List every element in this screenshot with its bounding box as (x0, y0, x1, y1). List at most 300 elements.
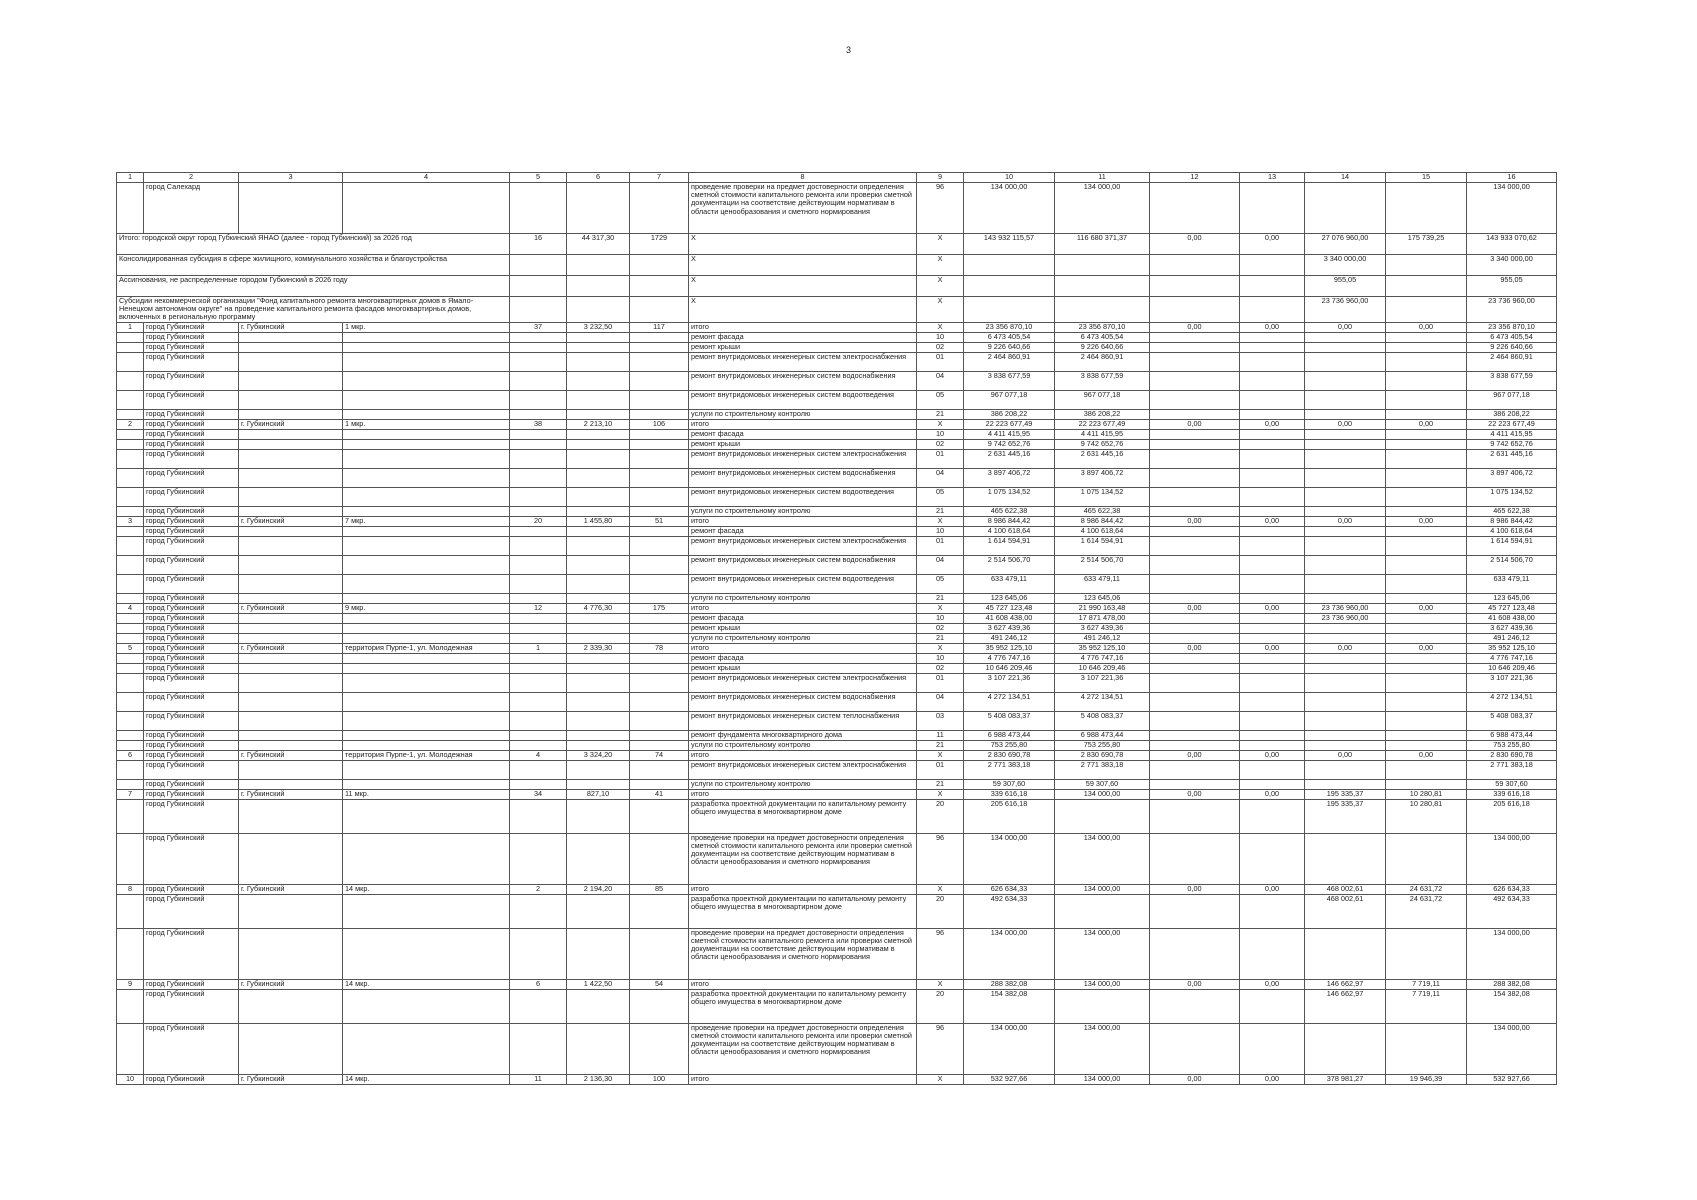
house-number-cell (510, 593, 567, 603)
area-cell (567, 692, 630, 711)
col-13-cell (1240, 574, 1305, 593)
col-13-cell (1240, 894, 1305, 928)
residents-cell (630, 468, 689, 487)
col-12-cell: 0,00 (1150, 234, 1240, 255)
address-cell (343, 342, 510, 352)
row-number-cell: 4 (117, 603, 144, 613)
settlement-cell (239, 711, 343, 730)
house-number-cell (510, 760, 567, 779)
work-code-cell: 05 (917, 487, 964, 506)
work-code-cell: 05 (917, 574, 964, 593)
work-type-cell: услуги по строительному контролю (689, 779, 917, 789)
row-number-cell: 8 (117, 884, 144, 894)
column-number-14: 14 (1305, 173, 1386, 183)
total-cost-cell: 753 255,80 (964, 740, 1055, 750)
col-16-cell: 1 614 594,91 (1467, 536, 1557, 555)
col-12-cell (1150, 297, 1240, 323)
work-code-cell: 02 (917, 342, 964, 352)
area-cell (567, 468, 630, 487)
municipality-cell: город Губкинский (144, 352, 239, 371)
area-cell (567, 390, 630, 409)
total-cost-cell: 465 622,38 (964, 506, 1055, 516)
table-row (117, 1023, 1557, 1074)
col-14-cell (1305, 633, 1386, 643)
work-code-cell: 02 (917, 663, 964, 673)
total-cost-cell: 4 272 134,51 (964, 692, 1055, 711)
table-row (117, 352, 1557, 371)
col-12-cell (1150, 536, 1240, 555)
col-13-cell (1240, 409, 1305, 419)
col-16-cell: 955,05 (1467, 276, 1557, 297)
area-cell: 2 194,20 (567, 884, 630, 894)
residents-cell: 51 (630, 516, 689, 526)
col-13-cell (1240, 555, 1305, 574)
work-code-cell: 20 (917, 894, 964, 928)
house-number-cell (510, 487, 567, 506)
work-code-cell: X (917, 276, 964, 297)
residents-cell (630, 183, 689, 234)
col-13-cell (1240, 633, 1305, 643)
work-code-cell: 21 (917, 506, 964, 516)
row-number-cell: 10 (117, 1074, 144, 1084)
work-code-cell: 21 (917, 779, 964, 789)
house-number-cell (510, 183, 567, 234)
work-type-cell: проведение проверки на предмет достоверности определения сметной стоимости капитального ремонта или проверки сметной документации на соответствие действующим нормативам в области ценообразования и сметного нормирования (689, 1023, 917, 1074)
house-number-cell (510, 623, 567, 633)
col-12-cell (1150, 673, 1240, 692)
row-number-cell: 5 (117, 643, 144, 653)
col-15-cell (1386, 833, 1467, 884)
col-12-cell (1150, 1023, 1240, 1074)
address-cell (343, 536, 510, 555)
total-cost-cell: 1 075 134,52 (964, 487, 1055, 506)
col-14-cell (1305, 555, 1386, 574)
work-type-cell: итого (689, 643, 917, 653)
settlement-cell (239, 779, 343, 789)
col-15-cell (1386, 555, 1467, 574)
area-cell (567, 574, 630, 593)
table-row (117, 643, 1557, 653)
col-16-cell: 9 226 640,66 (1467, 342, 1557, 352)
col-11-cell (1055, 989, 1150, 1023)
house-number-cell (510, 297, 567, 323)
house-number-cell: 38 (510, 419, 567, 429)
col-14-cell (1305, 833, 1386, 884)
col-16-cell: 626 634,33 (1467, 884, 1557, 894)
col-14-cell: 0,00 (1305, 322, 1386, 332)
address-cell (343, 989, 510, 1023)
municipality-cell: город Губкинский (144, 409, 239, 419)
residents-cell (630, 740, 689, 750)
house-number-cell (510, 536, 567, 555)
address-cell (343, 692, 510, 711)
area-cell (567, 276, 630, 297)
municipality-cell: город Губкинский (144, 789, 239, 799)
settlement-cell (239, 429, 343, 439)
table-row (117, 342, 1557, 352)
work-code-cell: X (917, 1074, 964, 1084)
house-number-cell (510, 352, 567, 371)
col-13-cell (1240, 833, 1305, 884)
total-cost-cell: 626 634,33 (964, 884, 1055, 894)
col-12-cell (1150, 833, 1240, 884)
total-cost-cell: 4 776 747,16 (964, 653, 1055, 663)
row-number-cell (117, 799, 144, 833)
col-11-cell: 1 614 594,91 (1055, 536, 1150, 555)
residents-cell (630, 487, 689, 506)
area-cell (567, 352, 630, 371)
row-number-cell: 1 (117, 322, 144, 332)
col-15-cell: 7 719,11 (1386, 989, 1467, 1023)
work-code-cell: 05 (917, 390, 964, 409)
area-cell (567, 183, 630, 234)
table-row (117, 633, 1557, 643)
house-number-cell (510, 468, 567, 487)
summary-label: Субсидии некоммерческой организации "Фонд капитального ремонта многоквартирных домов в Ямало-Ненецком автономном округе" на проведение капитального ремонта фасадов многоквартирных домов, включенных в региональную программу (117, 297, 510, 323)
total-cost-cell: 1 614 594,91 (964, 536, 1055, 555)
work-type-cell: услуги по строительному контролю (689, 633, 917, 643)
row-number-cell (117, 623, 144, 633)
col-16-cell: 753 255,80 (1467, 740, 1557, 750)
summary-label: Итого: городской округ город Губкинский ЯНАО (далее - город Губкинский) за 2026 год (117, 234, 510, 255)
settlement-cell (239, 526, 343, 536)
total-cost-cell: 134 000,00 (964, 1023, 1055, 1074)
col-15-cell (1386, 711, 1467, 730)
residents-cell (630, 409, 689, 419)
col-16-cell: 6 988 473,44 (1467, 730, 1557, 740)
row-number-cell (117, 342, 144, 352)
col-11-cell (1055, 894, 1150, 928)
total-cost-cell: 2 631 445,16 (964, 449, 1055, 468)
residents-cell (630, 297, 689, 323)
work-type-cell: X (689, 276, 917, 297)
table-row (117, 789, 1557, 799)
col-15-cell (1386, 390, 1467, 409)
col-11-cell (1055, 297, 1150, 323)
work-type-cell: услуги по строительному контролю (689, 506, 917, 516)
work-code-cell: 11 (917, 730, 964, 740)
col-15-cell: 0,00 (1386, 322, 1467, 332)
col-15-cell: 0,00 (1386, 603, 1467, 613)
area-cell (567, 663, 630, 673)
col-11-cell: 2 830 690,78 (1055, 750, 1150, 760)
col-15-cell: 0,00 (1386, 750, 1467, 760)
work-type-cell: итого (689, 419, 917, 429)
area-cell (567, 487, 630, 506)
address-cell: 11 мкр. (343, 789, 510, 799)
work-type-cell: итого (689, 789, 917, 799)
column-number-10: 10 (964, 173, 1055, 183)
col-12-cell (1150, 928, 1240, 979)
work-code-cell: 02 (917, 439, 964, 449)
municipality-cell: город Губкинский (144, 526, 239, 536)
work-code-cell: 01 (917, 536, 964, 555)
total-cost-cell: 9 226 640,66 (964, 342, 1055, 352)
row-number-cell (117, 653, 144, 663)
row-number-cell: 9 (117, 979, 144, 989)
residents-cell (630, 799, 689, 833)
table-row (117, 468, 1557, 487)
municipality-cell: город Губкинский (144, 555, 239, 574)
work-code-cell: 01 (917, 449, 964, 468)
area-cell (567, 760, 630, 779)
municipality-cell: город Губкинский (144, 593, 239, 603)
settlement-cell (239, 663, 343, 673)
col-15-cell (1386, 623, 1467, 633)
table-row (117, 574, 1557, 593)
address-cell (343, 468, 510, 487)
table-row (117, 894, 1557, 928)
row-number-cell (117, 760, 144, 779)
settlement-cell (239, 593, 343, 603)
house-number-cell: 12 (510, 603, 567, 613)
col-12-cell (1150, 255, 1240, 276)
work-code-cell: X (917, 979, 964, 989)
house-number-cell (510, 409, 567, 419)
address-cell (343, 779, 510, 789)
col-13-cell (1240, 779, 1305, 789)
area-cell (567, 409, 630, 419)
col-12-cell (1150, 183, 1240, 234)
residents-cell (630, 506, 689, 516)
house-number-cell: 2 (510, 884, 567, 894)
settlement-cell (239, 760, 343, 779)
column-number-12: 12 (1150, 173, 1240, 183)
area-cell (567, 613, 630, 623)
total-cost-cell: 45 727 123,48 (964, 603, 1055, 613)
address-cell (343, 352, 510, 371)
settlement-cell (239, 653, 343, 663)
area-cell: 827,10 (567, 789, 630, 799)
area-cell: 4 776,30 (567, 603, 630, 613)
col-12-cell (1150, 711, 1240, 730)
col-16-cell: 35 952 125,10 (1467, 643, 1557, 653)
table-row (117, 779, 1557, 789)
row-number-cell: 2 (117, 419, 144, 429)
table-row (117, 555, 1557, 574)
col-11-cell: 967 077,18 (1055, 390, 1150, 409)
col-15-cell (1386, 352, 1467, 371)
col-16-cell: 4 776 747,16 (1467, 653, 1557, 663)
row-number-cell: 6 (117, 750, 144, 760)
table-row (117, 183, 1557, 234)
col-11-cell: 35 952 125,10 (1055, 643, 1150, 653)
area-cell: 1 422,50 (567, 979, 630, 989)
column-number-4: 4 (343, 173, 510, 183)
col-13-cell (1240, 1023, 1305, 1074)
row-number-cell (117, 526, 144, 536)
col-14-cell (1305, 740, 1386, 750)
total-cost-cell: 2 464 860,91 (964, 352, 1055, 371)
house-number-cell (510, 1023, 567, 1074)
municipality-cell: город Губкинский (144, 623, 239, 633)
column-number-header (117, 173, 1557, 183)
area-cell (567, 429, 630, 439)
work-type-cell: ремонт крыши (689, 663, 917, 673)
residents-cell: 1729 (630, 234, 689, 255)
table-row (117, 371, 1557, 390)
col-11-cell: 123 645,06 (1055, 593, 1150, 603)
col-13-cell (1240, 439, 1305, 449)
col-12-cell (1150, 352, 1240, 371)
row-number-cell (117, 468, 144, 487)
area-cell (567, 799, 630, 833)
area-cell (567, 833, 630, 884)
house-number-cell (510, 332, 567, 342)
total-cost-cell: 3 627 439,36 (964, 623, 1055, 633)
settlement-cell: г. Губкинский (239, 643, 343, 653)
area-cell (567, 673, 630, 692)
house-number-cell (510, 449, 567, 468)
municipality-cell: город Губкинский (144, 979, 239, 989)
total-cost-cell: 143 932 115,57 (964, 234, 1055, 255)
work-type-cell: ремонт внутридомовых инженерных систем теплоснабжения (689, 711, 917, 730)
residents-cell: 106 (630, 419, 689, 429)
total-cost-cell: 2 514 506,70 (964, 555, 1055, 574)
row-number-cell (117, 332, 144, 342)
work-code-cell: 10 (917, 526, 964, 536)
work-type-cell: проведение проверки на предмет достоверности определения сметной стоимости капитального ремонта или проверки сметной документации на соответствие действующим нормативам в области ценообразования и сметного нормирования (689, 928, 917, 979)
col-15-cell: 0,00 (1386, 419, 1467, 429)
col-16-cell: 45 727 123,48 (1467, 603, 1557, 613)
row-number-cell (117, 536, 144, 555)
row-number-cell (117, 613, 144, 623)
col-11-cell: 3 897 406,72 (1055, 468, 1150, 487)
col-14-cell: 23 736 960,00 (1305, 603, 1386, 613)
settlement-cell (239, 692, 343, 711)
col-15-cell (1386, 332, 1467, 342)
col-14-cell: 468 002,61 (1305, 884, 1386, 894)
total-cost-cell: 35 952 125,10 (964, 643, 1055, 653)
col-13-cell: 0,00 (1240, 789, 1305, 799)
col-15-cell (1386, 1023, 1467, 1074)
work-type-cell: ремонт фундамента многоквартирного дома (689, 730, 917, 740)
col-14-cell (1305, 711, 1386, 730)
work-type-cell: разработка проектной документации по капитальному ремонту общего имущества в многоквартирном доме (689, 894, 917, 928)
row-number-cell: 3 (117, 516, 144, 526)
area-cell (567, 740, 630, 750)
table-row (117, 332, 1557, 342)
residents-cell (630, 332, 689, 342)
col-13-cell (1240, 332, 1305, 342)
work-type-cell: итого (689, 1074, 917, 1084)
residents-cell (630, 555, 689, 574)
row-number-cell (117, 989, 144, 1023)
col-16-cell: 2 514 506,70 (1467, 555, 1557, 574)
col-14-cell (1305, 928, 1386, 979)
table-row (117, 487, 1557, 506)
area-cell: 44 317,30 (567, 234, 630, 255)
address-cell (343, 449, 510, 468)
total-cost-cell: 3 897 406,72 (964, 468, 1055, 487)
work-code-cell: 96 (917, 183, 964, 234)
row-number-cell (117, 555, 144, 574)
house-number-cell (510, 740, 567, 750)
total-cost-cell (964, 255, 1055, 276)
col-13-cell (1240, 526, 1305, 536)
work-code-cell: X (917, 322, 964, 332)
work-type-cell: X (689, 255, 917, 276)
house-number-cell: 4 (510, 750, 567, 760)
col-11-cell: 6 988 473,44 (1055, 730, 1150, 740)
address-cell (343, 429, 510, 439)
house-number-cell (510, 390, 567, 409)
work-code-cell: 20 (917, 989, 964, 1023)
column-number-2: 2 (144, 173, 239, 183)
col-13-cell (1240, 352, 1305, 371)
municipality-cell: город Губкинский (144, 643, 239, 653)
table-row (117, 928, 1557, 979)
address-cell (343, 711, 510, 730)
residents-cell (630, 633, 689, 643)
house-number-cell: 1 (510, 643, 567, 653)
residents-cell: 85 (630, 884, 689, 894)
table-row (117, 760, 1557, 779)
municipality-cell: город Губкинский (144, 516, 239, 526)
work-type-cell: ремонт крыши (689, 342, 917, 352)
municipality-cell: город Губкинский (144, 673, 239, 692)
house-number-cell: 37 (510, 322, 567, 332)
col-14-cell: 0,00 (1305, 643, 1386, 653)
col-15-cell (1386, 633, 1467, 643)
col-13-cell (1240, 371, 1305, 390)
col-12-cell (1150, 730, 1240, 740)
col-14-cell (1305, 536, 1386, 555)
col-11-cell: 134 000,00 (1055, 833, 1150, 884)
col-16-cell: 134 000,00 (1467, 833, 1557, 884)
table-row (117, 989, 1557, 1023)
house-number-cell (510, 711, 567, 730)
row-number-cell (117, 390, 144, 409)
work-code-cell: 21 (917, 409, 964, 419)
work-type-cell: итого (689, 322, 917, 332)
work-code-cell: X (917, 234, 964, 255)
work-code-cell: 01 (917, 352, 964, 371)
municipality-cell: город Губкинский (144, 506, 239, 516)
total-cost-cell: 22 223 677,49 (964, 419, 1055, 429)
settlement-cell (239, 613, 343, 623)
work-code-cell: 04 (917, 371, 964, 390)
table-row (117, 740, 1557, 750)
col-16-cell: 4 411 415,95 (1467, 429, 1557, 439)
col-15-cell (1386, 760, 1467, 779)
address-cell (343, 574, 510, 593)
col-15-cell (1386, 779, 1467, 789)
area-cell (567, 633, 630, 643)
residents-cell (630, 352, 689, 371)
work-type-cell: проведение проверки на предмет достоверности определения сметной стоимости капитального ремонта или проверки сметной документации на соответствие действующим нормативам в области ценообразования и сметного нормирования (689, 833, 917, 884)
col-13-cell (1240, 429, 1305, 439)
municipality-cell: город Губкинский (144, 439, 239, 449)
address-cell (343, 730, 510, 740)
col-13-cell (1240, 390, 1305, 409)
col-14-cell (1305, 692, 1386, 711)
work-code-cell: 10 (917, 653, 964, 663)
work-type-cell: ремонт внутридомовых инженерных систем водоотведения (689, 574, 917, 593)
work-type-cell: услуги по строительному контролю (689, 740, 917, 750)
municipality-cell: город Губкинский (144, 322, 239, 332)
col-15-cell (1386, 740, 1467, 750)
table-row (117, 255, 1557, 276)
area-cell (567, 1023, 630, 1074)
col-14-cell (1305, 409, 1386, 419)
municipality-cell: город Губкинский (144, 653, 239, 663)
col-16-cell: 23 736 960,00 (1467, 297, 1557, 323)
funding-table-wrapper (116, 172, 1556, 1085)
house-number-cell (510, 439, 567, 449)
total-cost-cell: 134 000,00 (964, 833, 1055, 884)
col-14-cell (1305, 623, 1386, 633)
